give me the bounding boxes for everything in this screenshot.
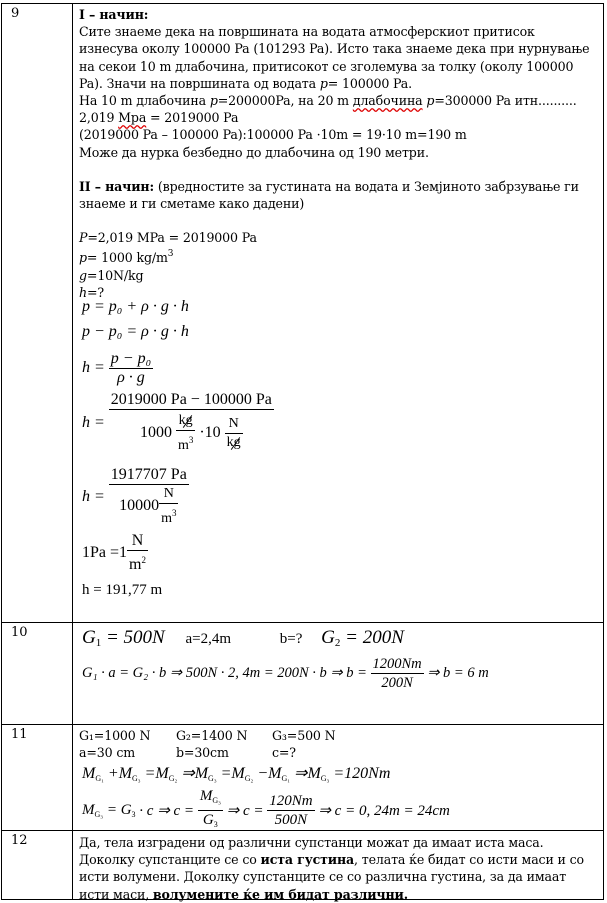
equation-6: 1Pa =1 $\frac{N}{m^2}$ bbox=[82, 532, 146, 573]
equation-4: h = 2019000 Pa − 100000 Pa 1000 $\frac{kg}{m^3}$ ·10 $\frac{N}{kg}$ bbox=[82, 391, 272, 453]
spellcheck-underline: длабочина bbox=[352, 93, 423, 109]
equation: G₁ · a = G₂ · b ⇒ 500N · 2, 4m = 200N · b ⇒ b = $\frac{1200Nm}{200N}$ ⇒ b = 6 m bbox=[82, 656, 489, 691]
text-line: II – начин: (вредностите за густината на водата и Земјиното забрзување ги bbox=[79, 178, 579, 194]
equation-1: p = p₀ + ρ · g · h bbox=[82, 298, 189, 315]
text-line: Доколку супстанците се со иста густина, телата ќе бидат со исти маси и со bbox=[79, 852, 584, 868]
answer-cell-9 bbox=[79, 6, 599, 301]
text-line: (2019000 Pa – 100000 Pa):100000 Pa ·10m = 19·10 m=190 m bbox=[79, 127, 467, 143]
answers-table bbox=[1, 3, 604, 900]
row-number: 12 bbox=[2, 831, 73, 899]
text-line: Сите знаеме дека на површината на водата атмосферскиот притисок bbox=[79, 24, 535, 40]
given-density: p= 1000 $kg/m^3$ bbox=[79, 249, 174, 266]
given-line: $G_1 = 500N$ a=2,4m b=? $G_2 = 200N$ bbox=[82, 627, 404, 649]
text-line: на секои 10 m длабочина, притисокот се зголемува за толку (околу 100000 bbox=[79, 58, 574, 74]
equation-2: p − p₀ = ρ · g · h bbox=[82, 323, 189, 340]
method-2-heading: II – начин: bbox=[79, 178, 155, 194]
text-line: Може да нурка безбедно до длабочина од 190 метри. bbox=[79, 144, 429, 160]
text-line: изнесува околу 100000 Pa (101293 Pa). Исто така знаеме дека при нурнување bbox=[79, 41, 590, 57]
answer-cell-12 bbox=[79, 834, 599, 903]
text-line: Да, тела изградени од различни супстанци можат да имаат иста маса. bbox=[79, 835, 544, 850]
method-1-heading: I – начин: bbox=[79, 7, 149, 22]
text-line: знаеме и ги сметаме како дадени) bbox=[79, 196, 305, 212]
equation-3: h = $\frac{\text{p − p₀}}{\rho \cdot g}$ bbox=[82, 350, 152, 386]
table-row-9 bbox=[2, 4, 603, 623]
equation-7-result: h = 191,77 m bbox=[82, 582, 163, 598]
given-gravity: g=10N/kg bbox=[79, 267, 144, 283]
equation-moments-2: $M_{G_3} = G_3 \cdot c$ ⇒ c = $\frac{M_{G_3}}{G_3}$ ⇒ c = $\frac{120Nm}{500N}$ ⇒ c = 0, 24m = 24cm bbox=[82, 788, 450, 829]
table-row-11 bbox=[2, 725, 603, 831]
table-row-12 bbox=[2, 831, 603, 902]
unknown-depth: h=? bbox=[79, 284, 104, 300]
given-pressure: P=2,019 MPa = 2019000 Pa bbox=[79, 230, 257, 246]
row-number: 11 bbox=[2, 725, 73, 830]
table-row-10 bbox=[2, 623, 603, 725]
text-line: 2,019 Mpa = 2019000 Pa bbox=[79, 110, 239, 126]
equation-moments-1: $M_{G_1} +M_{G_3} =M_{G_2}$ $\Rightarrow M_{G_3} =M_{G_2} -M_{G_1}$ $\Rightarrow M_{G_3} =120Nm$ bbox=[82, 765, 391, 783]
given-values: G₁=1000 N G₂=1400 N G₃=500 N a=30 cm b=30cm c=? bbox=[79, 728, 336, 761]
equation-5: h = 1917707 Pa 10000 $\frac{N}{m^3}$ bbox=[82, 466, 187, 526]
text-line: исти маси, волумените ќе им бидат различни. bbox=[79, 886, 408, 902]
spellcheck-underline: Mpa bbox=[118, 110, 147, 126]
row-number: 10 bbox=[2, 623, 73, 724]
text-line: исти волумени. Доколку супстанците се со различна густина, за да имаат bbox=[79, 869, 567, 885]
row-number: 9 bbox=[2, 4, 73, 622]
text-line: Pa). Значи на површината од водата p= 100000 Pa. bbox=[79, 75, 413, 91]
text-line: На 10 m длабочина p=200000Pa, на 20 m длабочина p=300000 Pa итн.......... bbox=[79, 93, 577, 109]
